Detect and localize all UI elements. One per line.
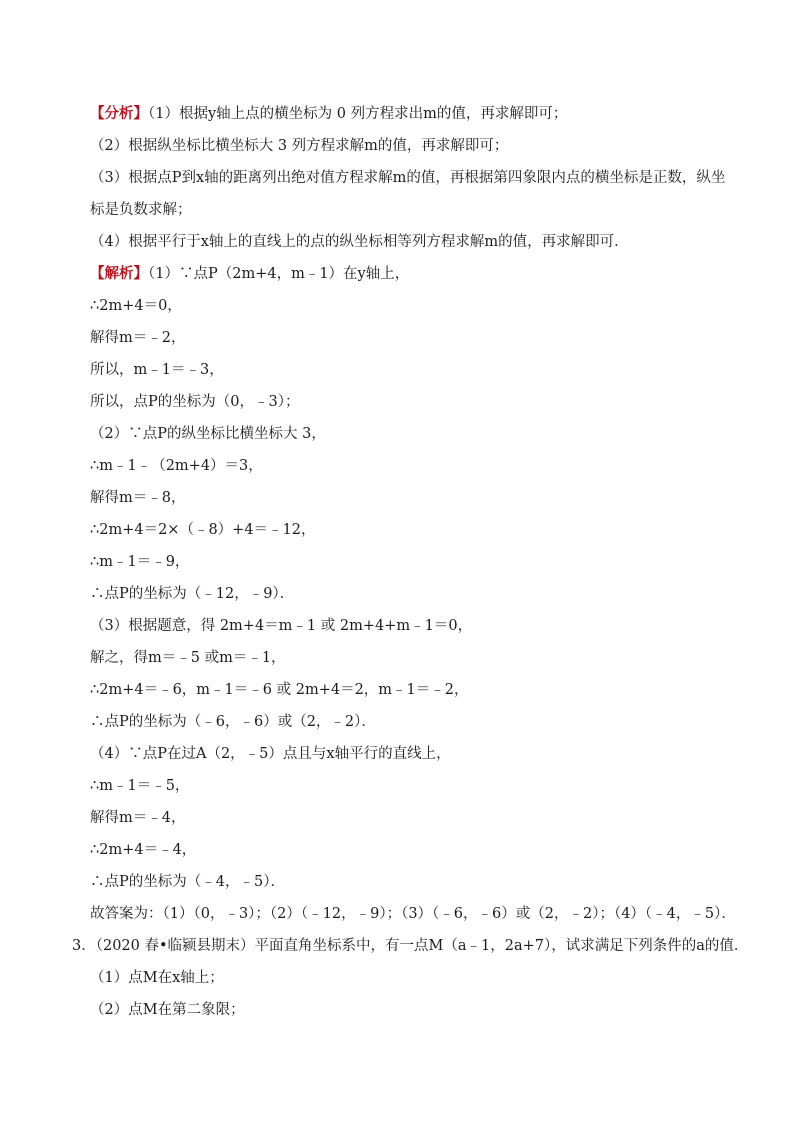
solution-step: ∴m﹣1﹣（2m+4）＝3， [90, 458, 263, 474]
solution-step: ∴点P的坐标为（﹣4，﹣5）． [90, 874, 285, 890]
answer-summary: 故答案为：（1）（0，﹣3）；（2）（﹣12，﹣9）；（3）（﹣6，﹣6）或（2，﹣2）；（4）（﹣4，﹣5）． [90, 906, 736, 922]
solution-step: 解得m＝﹣2， [90, 330, 186, 346]
solution-step: 所以，m﹣1＝﹣3， [90, 362, 224, 378]
solution-line-1: 【解析】（1）∵点P（2m+4，m﹣1）在y轴上， [90, 265, 410, 282]
analysis-line-2: （2）根据纵坐标比横坐标大 3 列方程求解m的值，再求解即可； [90, 138, 509, 154]
analysis-line-1: 【分析】（1）根据y轴上点的横坐标为 0 列方程求出m的值，再求解即可； [90, 105, 568, 122]
solution-step: （3）根据题意，得 2m+4＝m﹣1 或 2m+4+m﹣1＝0， [90, 618, 473, 634]
solution-step: 解得m＝﹣8， [90, 490, 186, 506]
problem-3-question-2: （2）点M在第二象限； [90, 1002, 245, 1018]
solution-tag: 【解析】 [90, 265, 148, 282]
analysis-line-3: （3）根据点P到x轴的距离列出绝对值方程求解m的值，再根据第四象限内点的横坐标是正数，纵坐 [90, 170, 726, 186]
solution-step: ∴点P的坐标为（﹣12，﹣9）． [90, 586, 295, 602]
analysis-tag: 【分析】 [90, 105, 148, 122]
solution-step: 所以，点P的坐标为（0，﹣3）； [90, 394, 300, 410]
solution-step: 解得m＝﹣4， [90, 810, 186, 826]
solution-step: ∴2m+4＝2×（﹣8）+4＝﹣12， [90, 522, 316, 538]
solution-step: ∴2m+4＝﹣6，m﹣1＝﹣6 或 2m+4＝2，m﹣1＝﹣2， [90, 682, 469, 698]
analysis-line-3-cont: 标是负数求解； [90, 202, 192, 218]
problem-3-question-1: （1）点M在x轴上； [90, 970, 224, 986]
solution-step: （2）∵点P的纵坐标比横坐标大 3， [90, 426, 326, 442]
solution-step: ∴m﹣1＝﹣5， [90, 778, 190, 794]
solution-step: ∴2m+4＝0， [90, 298, 182, 314]
solution-step: ∴点P的坐标为（﹣6，﹣6）或（2，﹣2）． [90, 714, 376, 730]
solution-step: ∴m﹣1＝﹣9， [90, 554, 190, 570]
solution-step: 解之，得m＝﹣5 或m＝﹣1， [90, 650, 286, 666]
problem-3-stem: 3．（2020 春•临颍县期末）平面直角坐标系中，有一点M（a﹣1，2a+7），试求满足下列条件的a的值． [72, 938, 749, 954]
solution-step: ∴2m+4＝﹣4， [90, 842, 197, 858]
solution-step: （4）∵点P在过A（2，﹣5）点且与x轴平行的直线上， [90, 746, 451, 762]
analysis-line-4: （4）根据平行于x轴上的直线上的点的纵坐标相等列方程求解m的值，再求解即可． [90, 234, 629, 250]
